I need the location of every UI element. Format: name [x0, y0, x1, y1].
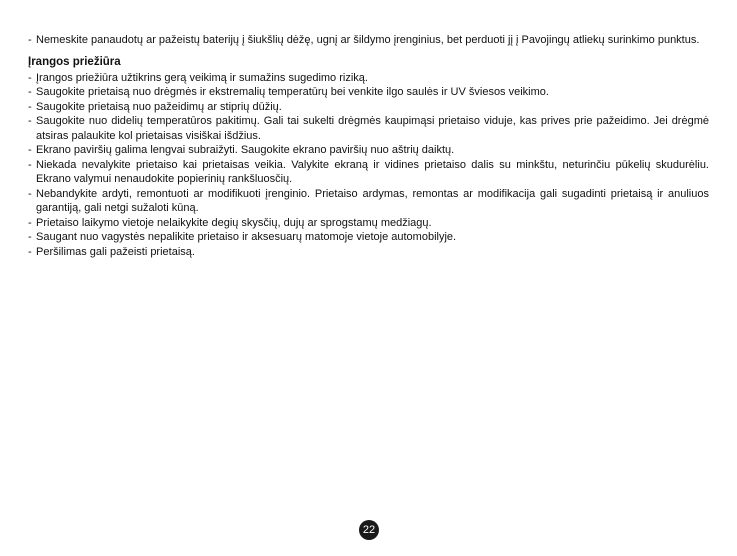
bullet-dash: -	[28, 115, 32, 127]
section-item-text: Nebandykite ardyti, remontuoti ar modifikuoti įrenginio. Prietaiso ardymas, remontas ar modifikacija gali sugadinti prietaisą ir anuliuos garantiją, gali netgi sužaloti kūną.	[36, 187, 709, 214]
bullet-dash: -	[28, 100, 32, 113]
section-item-text: Prietaiso laikymo vietoje nelaikykite degių skysčių, dujų ar sprogstamų medžiagų.	[36, 216, 432, 229]
bullet-dash: -	[28, 187, 32, 200]
bullet-dash: -	[28, 86, 32, 98]
intro-item-0	[28, 33, 709, 48]
page-number-badge: 22	[359, 520, 379, 540]
section-item-text: Ekrano paviršių galima lengvai subraižyti. Saugokite ekrano paviršių nuo aštrių daiktų.	[36, 144, 455, 156]
bullet-dash: -	[28, 231, 32, 243]
bullet-dash: -	[28, 71, 32, 84]
section-item-text: Saugant nuo vagystės nepalikite prietaiso ir aksesuarų matomoje vietoje automobilyje.	[36, 231, 457, 243]
section-item-text: Saugokite prietaisą nuo pažeidimų ar stiprių dūžių.	[36, 100, 282, 113]
section-title: Įrangos priežiūra	[28, 55, 121, 68]
bullet-dash: -	[28, 245, 32, 258]
section-item-5	[28, 158, 709, 187]
section-item-7	[28, 216, 709, 231]
section-item-text: Saugokite prietaisą nuo drėgmės ir ekstremalių temperatūrų bei venkite ilgo saulės ir UV šviesos veikimo.	[36, 86, 549, 98]
section-item-2	[28, 100, 709, 115]
section-item-4	[28, 143, 709, 158]
document-page	[28, 33, 709, 259]
section-item-1	[28, 85, 709, 100]
intro-item-text: Nemeskite panaudotų ar pažeistų baterijų į šiukšlių dėžę, ugnį ar šildymo įrenginius, bet perduoti jį į Pavojingų atliekų surinkimo punktus.	[36, 34, 700, 46]
section-item-9	[28, 245, 709, 260]
section-item-8	[28, 230, 709, 245]
section-item-6	[28, 187, 709, 216]
section-item-text: Niekada nevalykite prietaiso kai prietaisas veikia. Valykite ekraną ir vidines prietaiso dalis su minkštu, neturinčiu pūkelių skudurėliu. Ekrano valymui nenaudokite popierinių rankšluosčių.	[36, 158, 709, 185]
bullet-dash: -	[28, 158, 32, 171]
section-item-text: Įrangos priežiūra užtikrins gerą veikimą ir sumažins sugedimo riziką.	[36, 71, 368, 84]
bullet-dash: -	[28, 34, 32, 46]
section-item-3	[28, 114, 709, 143]
section-item-text: Peršilimas gali pažeisti prietaisą.	[36, 245, 195, 258]
bullet-dash: -	[28, 216, 32, 229]
bullet-dash: -	[28, 144, 32, 156]
section-item-0	[28, 71, 709, 86]
section-item-text: Saugokite nuo didelių temperatūros pakitimų. Gali tai sukelti drėgmės kaupimąsi prietaiso viduje, kas prives prie pažeidimo. Jei drėgmė atsiras palaukite kol prietaisas visiškai išdžius.	[36, 115, 709, 142]
